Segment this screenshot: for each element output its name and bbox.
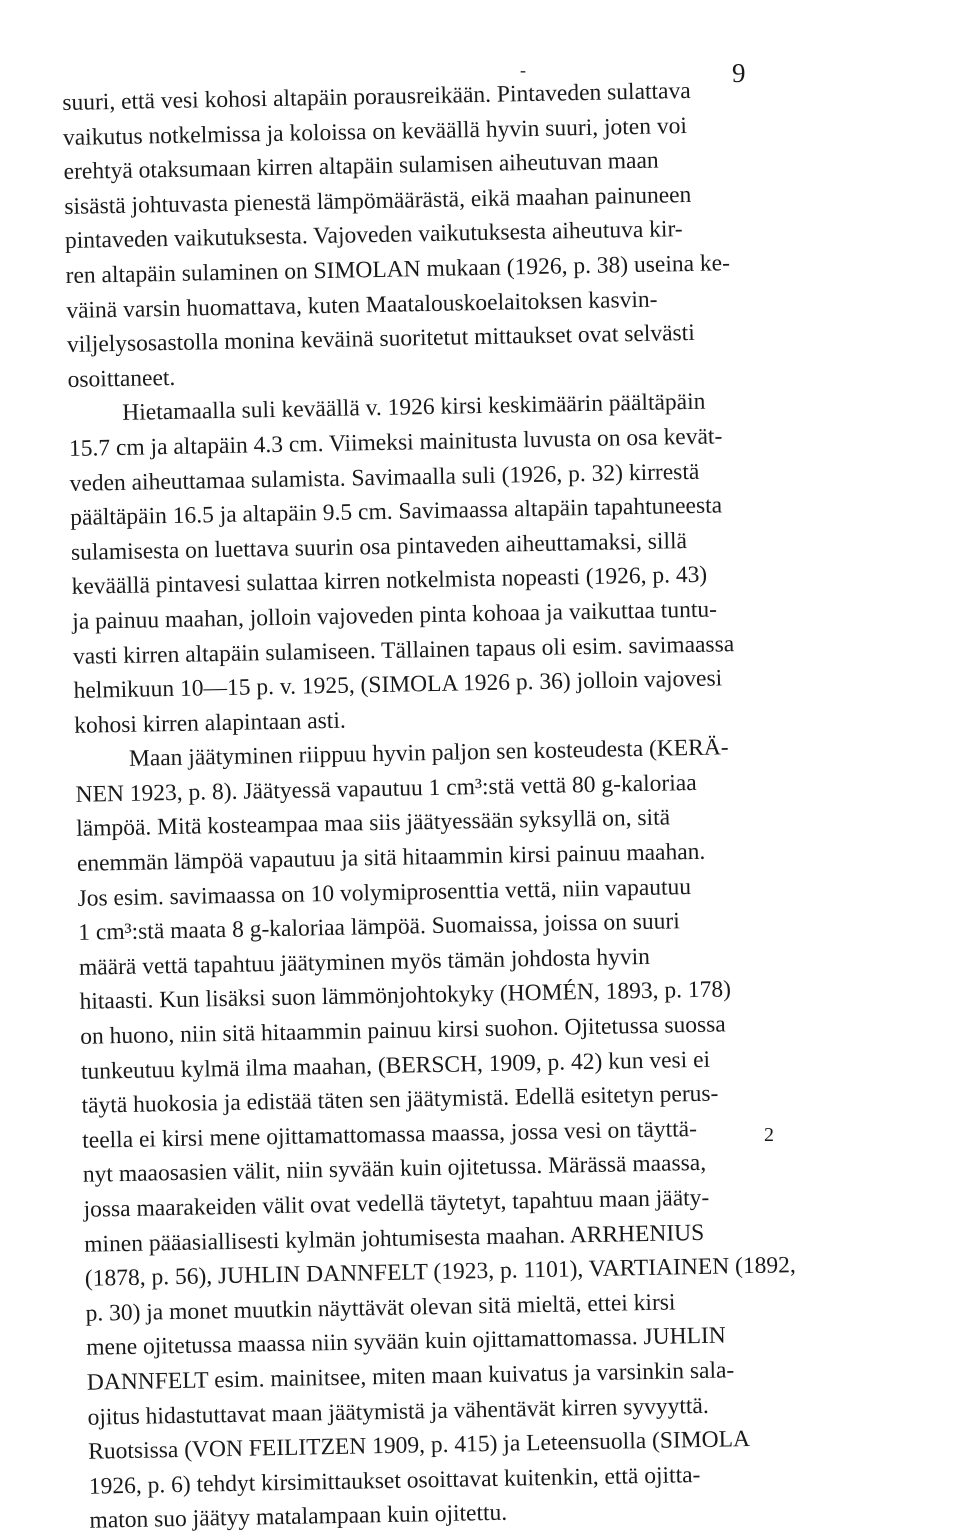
body-text [62, 72, 820, 1539]
text-line: päältäpäin 16.5 ja altapäin 9.5 cm. Savimaassa altapäin tapahtuneesta [70, 492, 723, 532]
text-line: väinä varsin huomattava, kuten Maatalouskoelaitoksen kasvin- [66, 286, 658, 324]
text-line: Hietamaalla suli keväällä v. 1926 kirsi keskimäärin päältäpäin [122, 389, 706, 427]
text-line: Ruotsissa (VON FEILITZEN 1909, p. 415) ja Leteensuolla (SIMOLA [87, 1426, 751, 1465]
text-line: enemmän lämpöä vapautuu ja sitä hitaammin kirsi painuu maahan. [76, 838, 706, 877]
text-line: helmikuun 10—15 p. v. 1925, (SIMOLA 1926 p. 36) jolloin vajovesi [73, 665, 723, 704]
text-line: NEN 1923, p. 8). Jäätyessä vapautuu 1 cm³:stä vettä 80 g-kaloriaa [75, 769, 697, 808]
text-line: on huono, niin sitä hitaammin painuu kirsi suohon. Ojitetussa suossa [80, 1011, 726, 1050]
text-line: erehtyä otaksumaan kirren altapäin sulamisen aiheutuvan maan [63, 147, 659, 186]
text-line: ren altapäin sulaminen on SIMOLAN mukaan (1926, p. 38) useina ke- [65, 250, 731, 289]
text-line: sulamisesta on luettava suurin osa pintaveden aiheuttamaksi, sillä [70, 527, 688, 566]
text-line: 1926, p. 6) tehdyt kirsimittaukset osoittavat kuitenkin, että ojitta- [88, 1461, 701, 1500]
text-line: Jos esim. savimaassa on 10 volymiprosenttia vettä, niin vapautuu [77, 873, 692, 912]
text-line: täytä huokosia ja edistää täten sen jäätymistä. Edellä esitetyn perus- [81, 1080, 719, 1120]
text-line: vaikutus notkelmissa ja koloissa on keväällä hyvin suuri, joten voi [62, 112, 688, 151]
text-line: viljelysosastolla monina keväinä suoritetut mittaukset ovat selvästi [66, 320, 695, 359]
text-line: mene ojitetussa maassa niin syvään kuin ojittamattomassa. JUHLIN [85, 1322, 726, 1362]
text-line: minen pääasiallisesti kylmän johtumisesta maahan. ARRHENIUS [83, 1219, 705, 1258]
header-dash: - [520, 60, 526, 80]
text-line: DANNFELT esim. mainitsee, miten maan kuivatus ja varsinkin sala- [86, 1357, 735, 1396]
text-line: 1 cm³:stä maata 8 g-kaloriaa lämpöä. Suomaissa, joissa on suuri [78, 908, 680, 947]
text-line: teella ei kirsi mene ojittamattomassa maassa, jossa vesi on täyttä- [82, 1115, 698, 1154]
text-line: keväällä pintavesi sulattaa kirren notkelmista nopeasti (1926, p. 43) [71, 562, 708, 601]
text-line: maton suo jäätyy matalampaan kuin ojitettu. [89, 1500, 508, 1535]
text-line: ojitus hidastuttavat maan jäätymistä ja vähentävät kirren syvyyttä. [87, 1392, 709, 1431]
page-number: 9 [732, 58, 746, 88]
text-line: suuri, että vesi kohosi altapäin porausreikään. Pintaveden sulattava [62, 77, 691, 116]
text-line: jossa maarakeiden välit ovat vedellä täytetyt, tapahtuu maan jääty- [83, 1184, 710, 1223]
text-line: osoittaneet. [67, 364, 176, 393]
text-line: kohosi kirren alapintaan asti. [74, 707, 346, 739]
text-line: Maan jäätyminen riippuu hyvin paljon sen kosteudesta (KERÄ- [128, 734, 729, 773]
text-line: tunkeutuu kylmä ilma maahan, (BERSCH, 1909, p. 42) kun vesi ei [80, 1046, 711, 1085]
text-line: 15.7 cm ja altapäin 4.3 cm. Viimeksi mainitusta luvusta on osa kevät- [68, 423, 723, 462]
text-line: p. 30) ja monet muutkin näyttävät olevan sitä mieltä, ettei kirsi [85, 1289, 676, 1327]
text-line: hitaasti. Kun lisäksi suon lämmönjohtokyky (HOMÉN, 1893, p. 178) [79, 976, 732, 1016]
text-line: lämpöä. Mitä kosteampaa maa siis jäätyessään syksyllä on, sitä [76, 804, 671, 843]
signature-mark: 2 [764, 1124, 774, 1146]
text-line: ja painuu maahan, jolloin vajoveden pinta kohoaa ja vaikuttaa tuntu- [72, 596, 718, 635]
text-line: sisästä johtuvasta pienestä lämpömäärästä, eikä maahan painuneen [64, 181, 692, 220]
text-line: määrä vettä tapahtuu jäätyminen myös tämän johdosta hyvin [78, 943, 651, 981]
text-line: veden aiheuttamaa sulamista. Savimaalla suli (1926, p. 32) kirrestä [69, 458, 700, 497]
text-line: pintaveden vaikutuksesta. Vajoveden vaikutuksesta aiheutuva kir- [64, 216, 683, 255]
text-line: nyt maaosasien välit, niin syvään kuin ojitetussa. Märässä maassa, [82, 1150, 707, 1189]
text-line: vasti kirren altapäin sulamiseen. Tällainen tapaus oli esim. savimaassa [72, 630, 735, 670]
text-line: (1878, p. 56), JUHLIN DANNFELT (1923, p. 1101), VARTIAINEN (1892, [84, 1252, 796, 1292]
